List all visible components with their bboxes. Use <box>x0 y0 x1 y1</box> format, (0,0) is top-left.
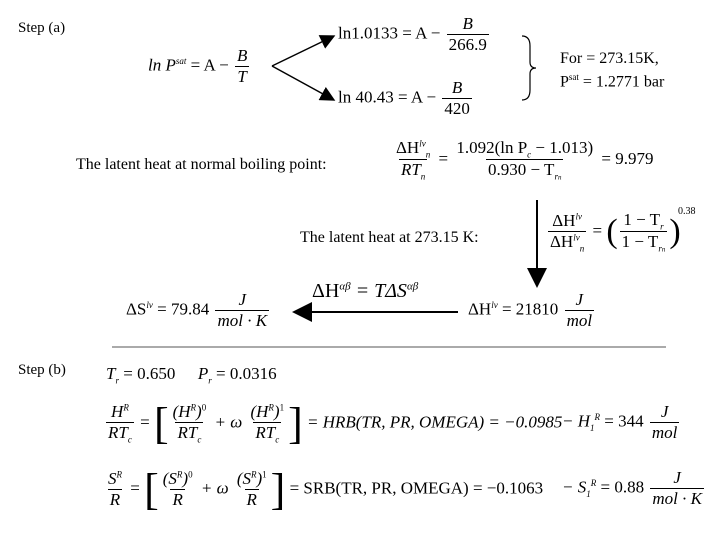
main-eq-num: B <box>236 46 248 65</box>
latent-273-label: The latent heat at 273.15 K: <box>300 229 479 246</box>
antoine-eq-1 <box>338 14 491 55</box>
nbp-rhs-den: $0.930 - T_{rn}$ <box>488 160 562 182</box>
residual-entropy-equation: $\frac{S^R}{R}$ = [ $\frac{(S^R)^0}{R}$ + ω $\frac{(S^R)^1}{R}$ ] = SRB(TR, PR, OMEGA) = −0.1063 <box>108 465 544 514</box>
pr-value: = 0.0316 <box>211 364 277 383</box>
branch-arrow-up <box>272 36 334 66</box>
result-psat-sup: sat <box>568 72 579 82</box>
result-line-2 <box>560 72 664 91</box>
nbp-rhs-num: 1.092(ln $P_c - 1.013$) <box>456 138 594 160</box>
eq2-den: 420 <box>444 99 470 118</box>
eq2-num: B <box>451 78 463 97</box>
nbp-result: = 9.979 <box>601 148 654 168</box>
result-psat-value: = 1.2771 bar <box>578 73 665 91</box>
right-brace <box>522 36 536 100</box>
hrb-function: = HRB(TR, PR, OMEGA) = −0.0985 <box>306 412 563 432</box>
main-antoine-equation <box>148 46 251 87</box>
watson-frac-num: 1 − T <box>623 210 661 229</box>
watson-num: ΔH <box>552 210 576 230</box>
result-psat-p: P <box>560 73 569 91</box>
main-eq-den: T <box>237 67 247 86</box>
h1-result: − $H_1^R = 344$ $\frac{J}{\text{mol}}$ <box>562 402 678 442</box>
s1-value: = 0.88 <box>596 477 645 497</box>
main-eq-sup: sat <box>175 55 187 66</box>
watson-frac-den: 1 − T <box>621 232 659 252</box>
clapeyron-equation: $\Delta H^{\alpha\beta} = T\Delta S^{\alpha\beta}$ <box>312 280 419 302</box>
enthalpy-result: $\Delta H^{lv} = 21810$ $\frac{J}{\text{mol}}$ <box>468 290 593 330</box>
eq1-den: 266.9 <box>448 35 487 54</box>
eq2-lhs: ln 40.43 = A − <box>338 87 437 107</box>
watson-exponent: 0.38 <box>678 206 696 217</box>
eq1-num: B <box>462 14 473 33</box>
tr-value: = 0.650 <box>118 364 176 383</box>
srb-function: = SRB(TR, PR, OMEGA) = −0.1063 <box>289 478 544 498</box>
result-line-1: For = 273.15K, <box>560 50 659 67</box>
eq1-lhs: ln1.0133 = A − <box>338 23 441 43</box>
reduced-properties: $T_r = 0.650$ $P_r = 0.0316$ <box>106 364 277 386</box>
latent-nbp-equation: $\frac{\Delta H^{lv}_n}{RT_n}$ = $\frac{1.092(\ln P_c - 1.013)}{0.930 - T_{rn}}$ = 9.979 <box>396 138 654 182</box>
main-eq-rhs: = A − <box>190 55 229 75</box>
step-a-label: Step (a) <box>18 20 66 36</box>
branch-arrow-down <box>272 66 334 100</box>
step-b-label: Step (b) <box>18 362 66 378</box>
h1-value: = 344 <box>600 411 644 431</box>
watson-equation: $\frac{\Delta H^{lv}}{\Delta H^{lv}_n}$ = ( $\frac{1 - T_r}{1 - T_{rn}}$ ) <box>550 210 681 254</box>
main-eq-lhs: ln P <box>148 55 176 75</box>
nbp-lhs-den: $RT_n$ <box>400 160 426 182</box>
entropy-value: = 79.84 <box>152 299 210 319</box>
residual-enthalpy-equation: $\frac{H^R}{RT_c}$ = [ $\frac{(H^R)^0}{RT_c}$ + ω $\frac{(H^R)^1}{RT_c}$ ] = HRB(TR, PR, OMEGA) = −0.0985 <box>108 399 563 448</box>
nbp-lhs-num: $\Delta H^{lv}_n$ <box>396 138 431 160</box>
latent-nbp-label: The latent heat at normal boiling point: <box>76 156 327 173</box>
enthalpy-value: = 21810 <box>497 299 559 319</box>
watson-den: ΔH <box>550 231 574 251</box>
s1-result: − $S_1^R = 0.88$ $\frac{J}{\text{mol · K}}$ <box>562 468 702 508</box>
antoine-eq-2 <box>338 78 474 119</box>
entropy-result: $\Delta S^{lv} = 79.84$ $\frac{J}{\text{mol · K}}$ <box>126 290 268 330</box>
